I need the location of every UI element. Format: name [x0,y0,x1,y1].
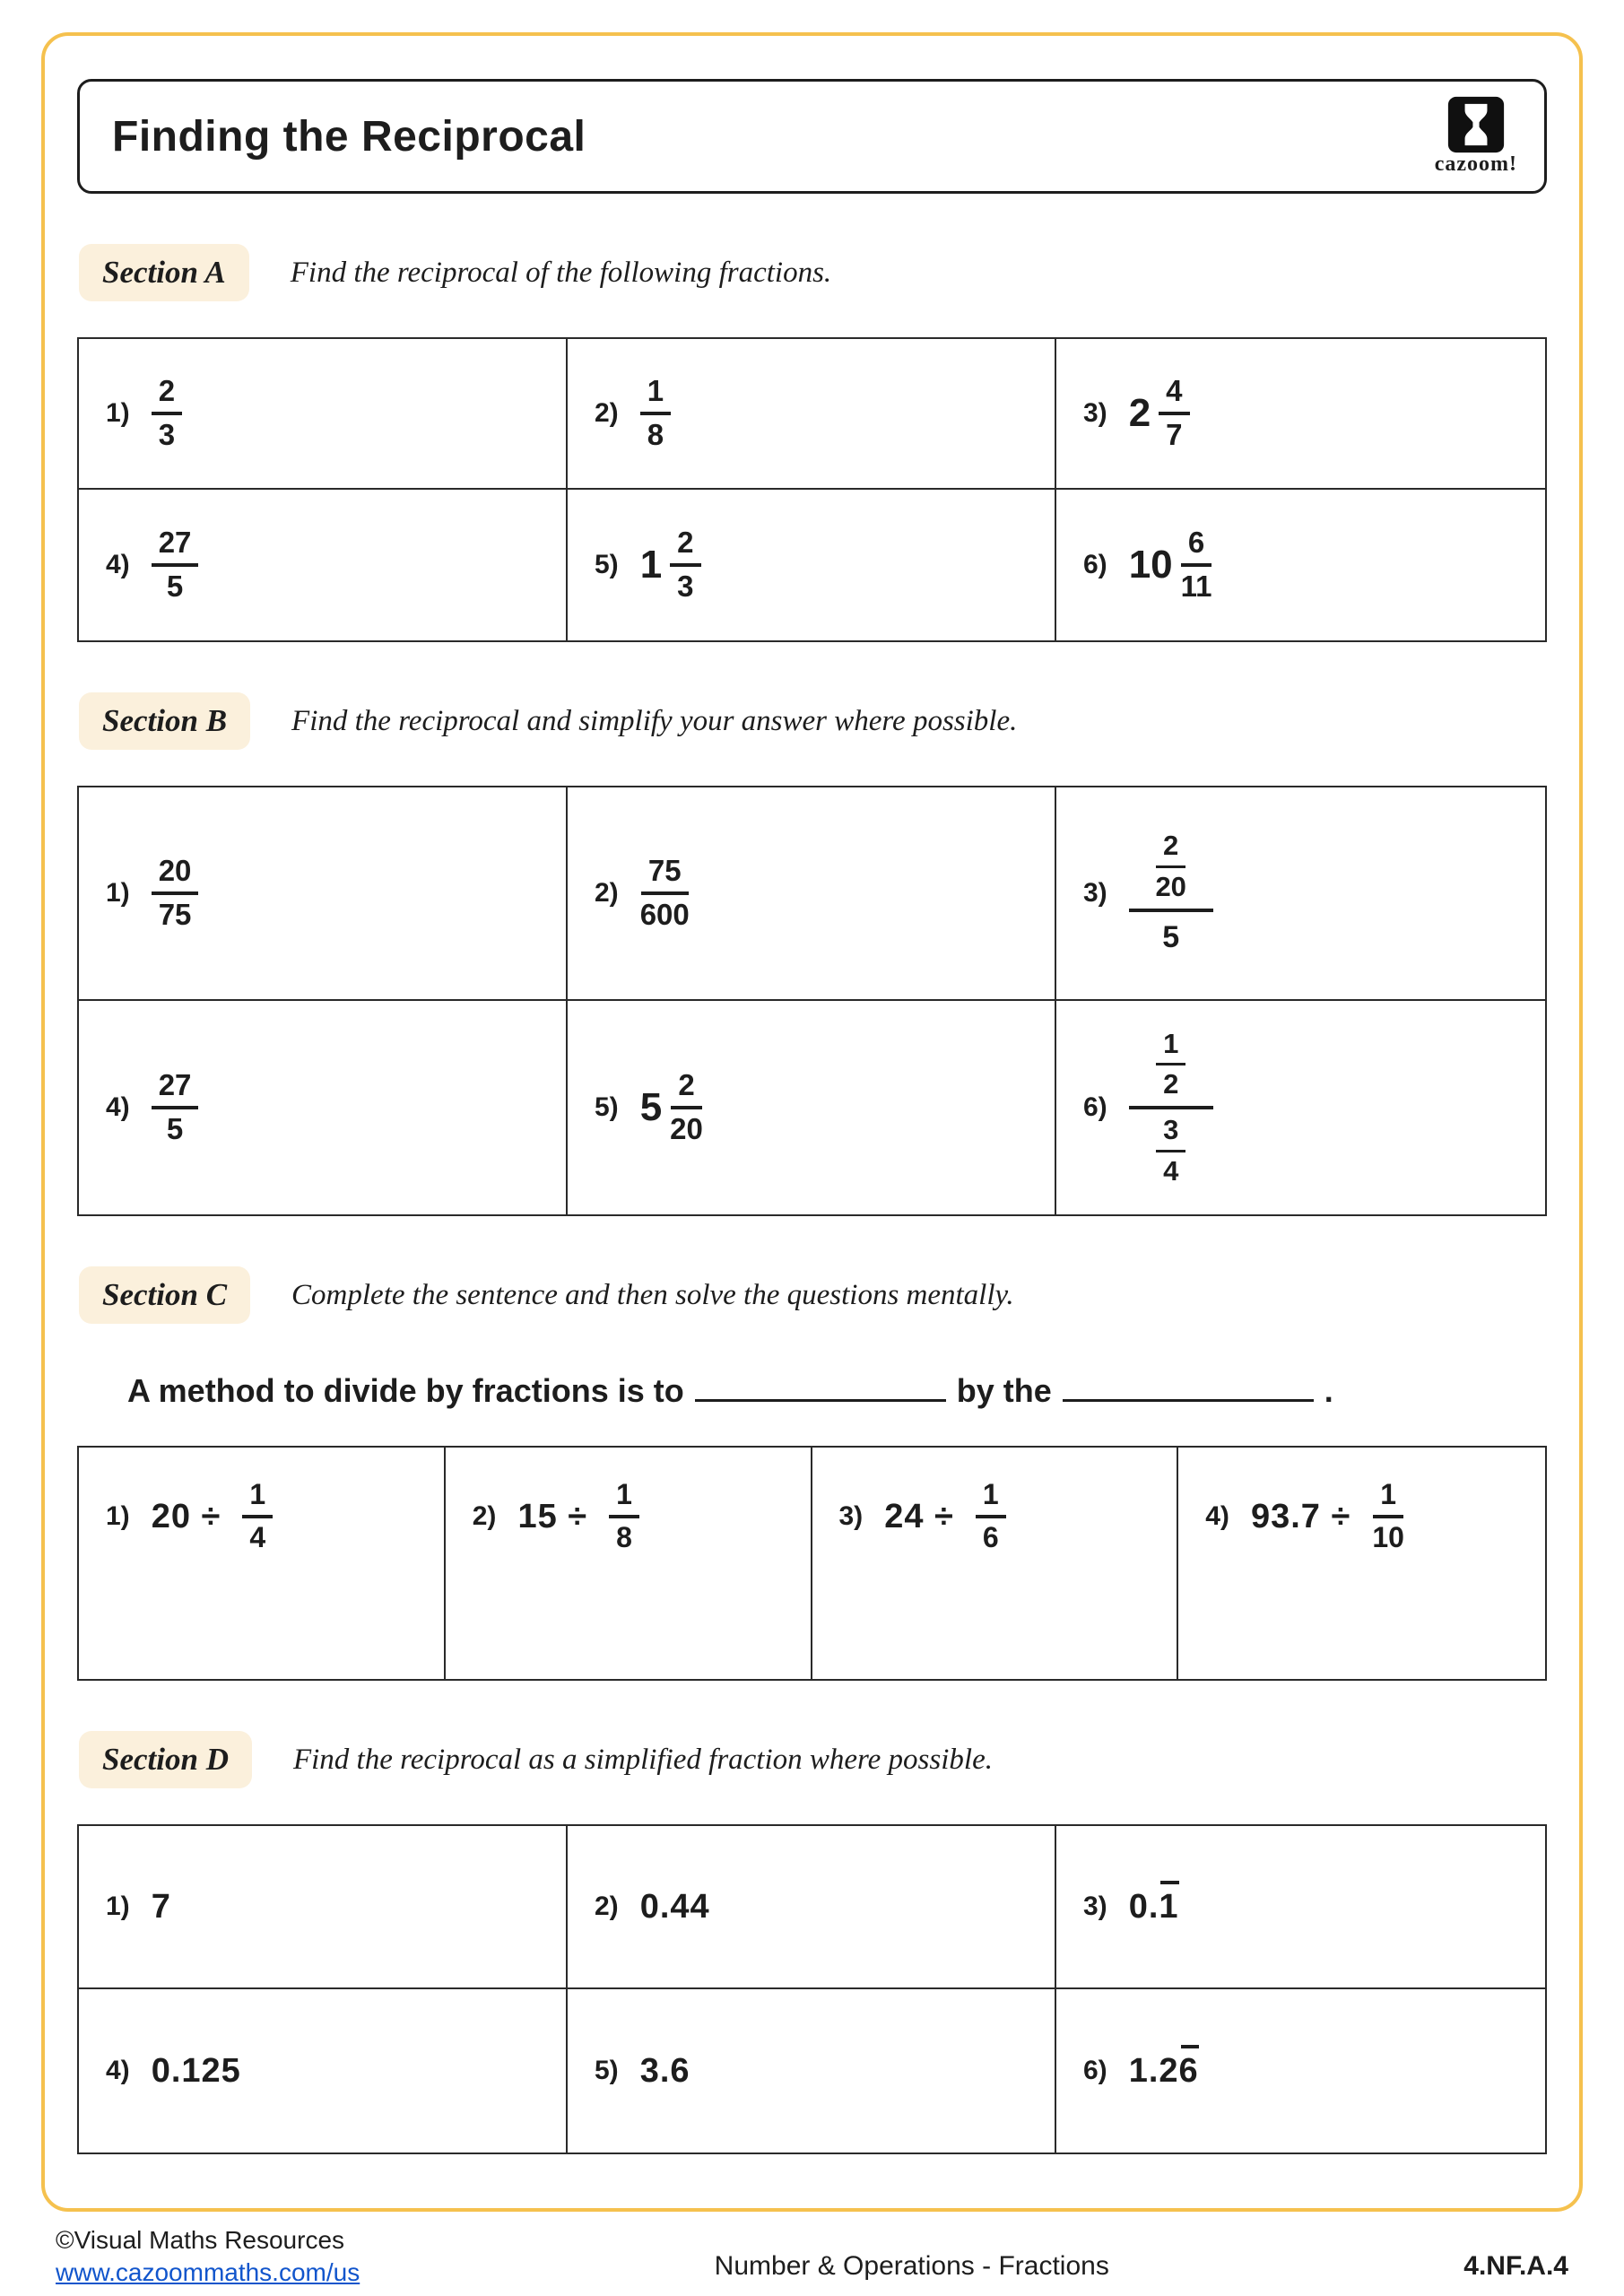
question-number: 2) [595,1892,619,1921]
numerator: 6 [1181,527,1211,567]
question-cell [568,1826,1056,1989]
mixed-number [1129,527,1212,602]
question-cell [79,1826,568,1989]
fraction [976,1480,1006,1552]
whole-number: 2 [1128,391,1151,435]
mixed-number [640,1070,703,1144]
footer-left [56,2226,360,2287]
footer-subject: Number & Operations - Fractions [714,2251,1109,2281]
question-number: 3) [1083,398,1107,428]
fraction [1372,1480,1404,1552]
section-label: Section C [79,1266,250,1324]
fraction-bar [1129,1106,1213,1109]
fraction [152,376,182,450]
section-instruction: Find the reciprocal and simplify your answer where possible. [291,704,1018,737]
question-cell [79,1001,568,1214]
denominator: 20 [1155,871,1186,902]
questions-table [77,337,1547,642]
numerator: 27 [152,1070,199,1109]
division-expression: 20 ÷ [151,1497,221,1535]
denominator: 4 [1163,1154,1179,1187]
numerator: 4 [1159,376,1189,415]
question-number: 2) [595,878,619,908]
question-cell [1056,1989,1545,2152]
recurring-digit: 1 [1159,1887,1179,1926]
question-cell [79,787,568,1001]
numerator: 2 [152,376,182,415]
fraction [242,1480,273,1552]
section-header [77,244,1547,301]
section-d [77,1731,1547,2154]
fraction [152,856,199,930]
question-number: 2) [595,398,619,428]
question-number: 4) [106,550,130,579]
question-number: 6) [1083,550,1107,579]
cazoom-logo [1435,96,1517,177]
decimal-value [1129,2052,1199,2091]
whole-number: 1 [639,543,663,587]
mixed-number [1129,376,1190,450]
question-cell [1056,1826,1545,1989]
section-label: Section D [79,1731,252,1788]
section-c [77,1266,1547,1681]
question-number: 6) [1083,2056,1107,2085]
section-header [77,692,1547,750]
numerator: 1 [609,1480,639,1518]
question-cell [446,1448,812,1679]
denominator: 8 [647,418,664,451]
question-number: 3) [1083,1892,1107,1921]
cazoom-logo-icon [1447,96,1505,153]
sentence-text: . [1324,1372,1333,1409]
numerator: 2 [670,527,700,567]
questions-table [77,1446,1547,1681]
complex-fraction [1129,1027,1213,1187]
denominator: 5 [1162,919,1180,954]
numerator: 1 [1373,1480,1403,1518]
answer-blank [1063,1399,1314,1402]
denominator: 75 [158,898,192,931]
questions-table [77,786,1547,1216]
question-number: 4) [106,2056,130,2085]
denominator: 3 [158,418,176,451]
footer [56,2226,1568,2287]
division-expression: 93.7 ÷ [1250,1497,1351,1535]
question-cell [1056,787,1545,1001]
fraction [152,1070,199,1144]
question-cell [79,1448,446,1679]
division-expression: 15 ÷ [517,1497,588,1535]
denominator: 11 [1180,570,1212,603]
numerator: 75 [641,856,689,895]
numerator: 20 [152,856,199,895]
numerator: 27 [152,527,199,567]
section-instruction: Find the reciprocal as a simplified fraction where possible. [292,1743,993,1776]
denominator: 600 [639,898,690,931]
whole-number: 5 [639,1085,663,1129]
question-number: 3) [838,1501,864,1531]
decimal-value [1129,1888,1179,1926]
standard-code: 4.NF.A.4 [1463,2251,1568,2281]
decimal-value: 3.6 [639,2051,690,2090]
section-b [77,692,1547,1216]
question-number: 1) [106,1501,130,1531]
denominator: 3 [677,570,694,603]
copyright-text: ©Visual Maths Resources [56,2226,345,2254]
question-cell [1178,1448,1545,1679]
question-cell [1056,339,1545,490]
question-number: 1) [106,878,130,908]
numerator: 3 [1156,1116,1185,1152]
question-cell [79,339,568,490]
question-cell [1056,490,1545,640]
numerator: 1 [640,376,671,415]
question-cell [812,1448,1179,1679]
sentence [127,1372,1547,1410]
fraction [152,527,199,602]
question-number: 3) [1083,878,1107,908]
numerator: 2 [1156,831,1185,868]
numerator: 1 [976,1480,1006,1518]
question-cell [568,490,1056,640]
fraction [609,1480,639,1552]
denominator: 8 [616,1521,632,1553]
section-instruction: Find the reciprocal of the following fractions. [290,256,832,289]
question-cell [568,1989,1056,2152]
decimal-value: 0.125 [151,2051,241,2090]
denominator: 5 [166,1112,184,1145]
question-number: 6) [1083,1092,1107,1122]
whole-number: 10 [1128,543,1173,587]
decimal-prefix: 0. [1128,1887,1159,1926]
complex-fraction [1129,831,1213,954]
denominator: 6 [982,1521,999,1553]
question-cell [79,1989,568,2152]
numerator: 2 [671,1070,701,1109]
section-header [77,1266,1547,1324]
section-label: Section A [79,244,249,301]
denominator: 4 [249,1521,266,1553]
numerator: 1 [1156,1030,1185,1066]
denominator: 7 [1166,418,1183,451]
denominator: 10 [1372,1521,1404,1553]
numerator: 1 [242,1480,273,1518]
question-cell [568,339,1056,490]
fraction [640,376,671,450]
denominator: 5 [166,570,184,603]
denominator: 2 [1163,1068,1179,1100]
section-header [77,1731,1547,1788]
section-instruction: Complete the sentence and then solve the questions mentally. [291,1278,1014,1311]
sentence-text: by the [956,1372,1052,1409]
question-number: 5) [595,2056,619,2085]
decimal-value: 7 [151,1887,171,1926]
question-number: 1) [106,1892,130,1921]
question-cell [568,787,1056,1001]
question-number: 4) [1205,1501,1229,1531]
decimal-value: 0.44 [639,1887,710,1926]
fraction [640,856,690,930]
answer-blank [695,1399,946,1402]
sentence-text: A method to divide by fractions is to [127,1372,684,1409]
title-box [77,79,1547,194]
website-link[interactable]: www.cazoommaths.com/us [56,2258,360,2286]
division-expression: 24 ÷ [884,1497,954,1535]
questions-table [77,1824,1547,2154]
question-cell [568,1001,1056,1214]
section-a [77,244,1547,642]
fraction-bar [1129,909,1213,912]
mixed-number [640,527,701,602]
page-title: Finding the Reciprocal [112,112,586,161]
question-cell [79,490,568,640]
question-cell [1056,1001,1545,1214]
question-number: 5) [595,1092,619,1122]
cazoom-wordmark: cazoom! [1434,152,1517,176]
section-label: Section B [79,692,250,750]
question-number: 5) [595,550,619,579]
question-number: 4) [106,1092,130,1122]
question-number: 2) [472,1501,497,1531]
decimal-prefix: 1.2 [1128,2051,1179,2090]
question-number: 1) [106,398,130,428]
denominator: 20 [670,1112,703,1145]
recurring-digit: 6 [1178,2051,1199,2090]
